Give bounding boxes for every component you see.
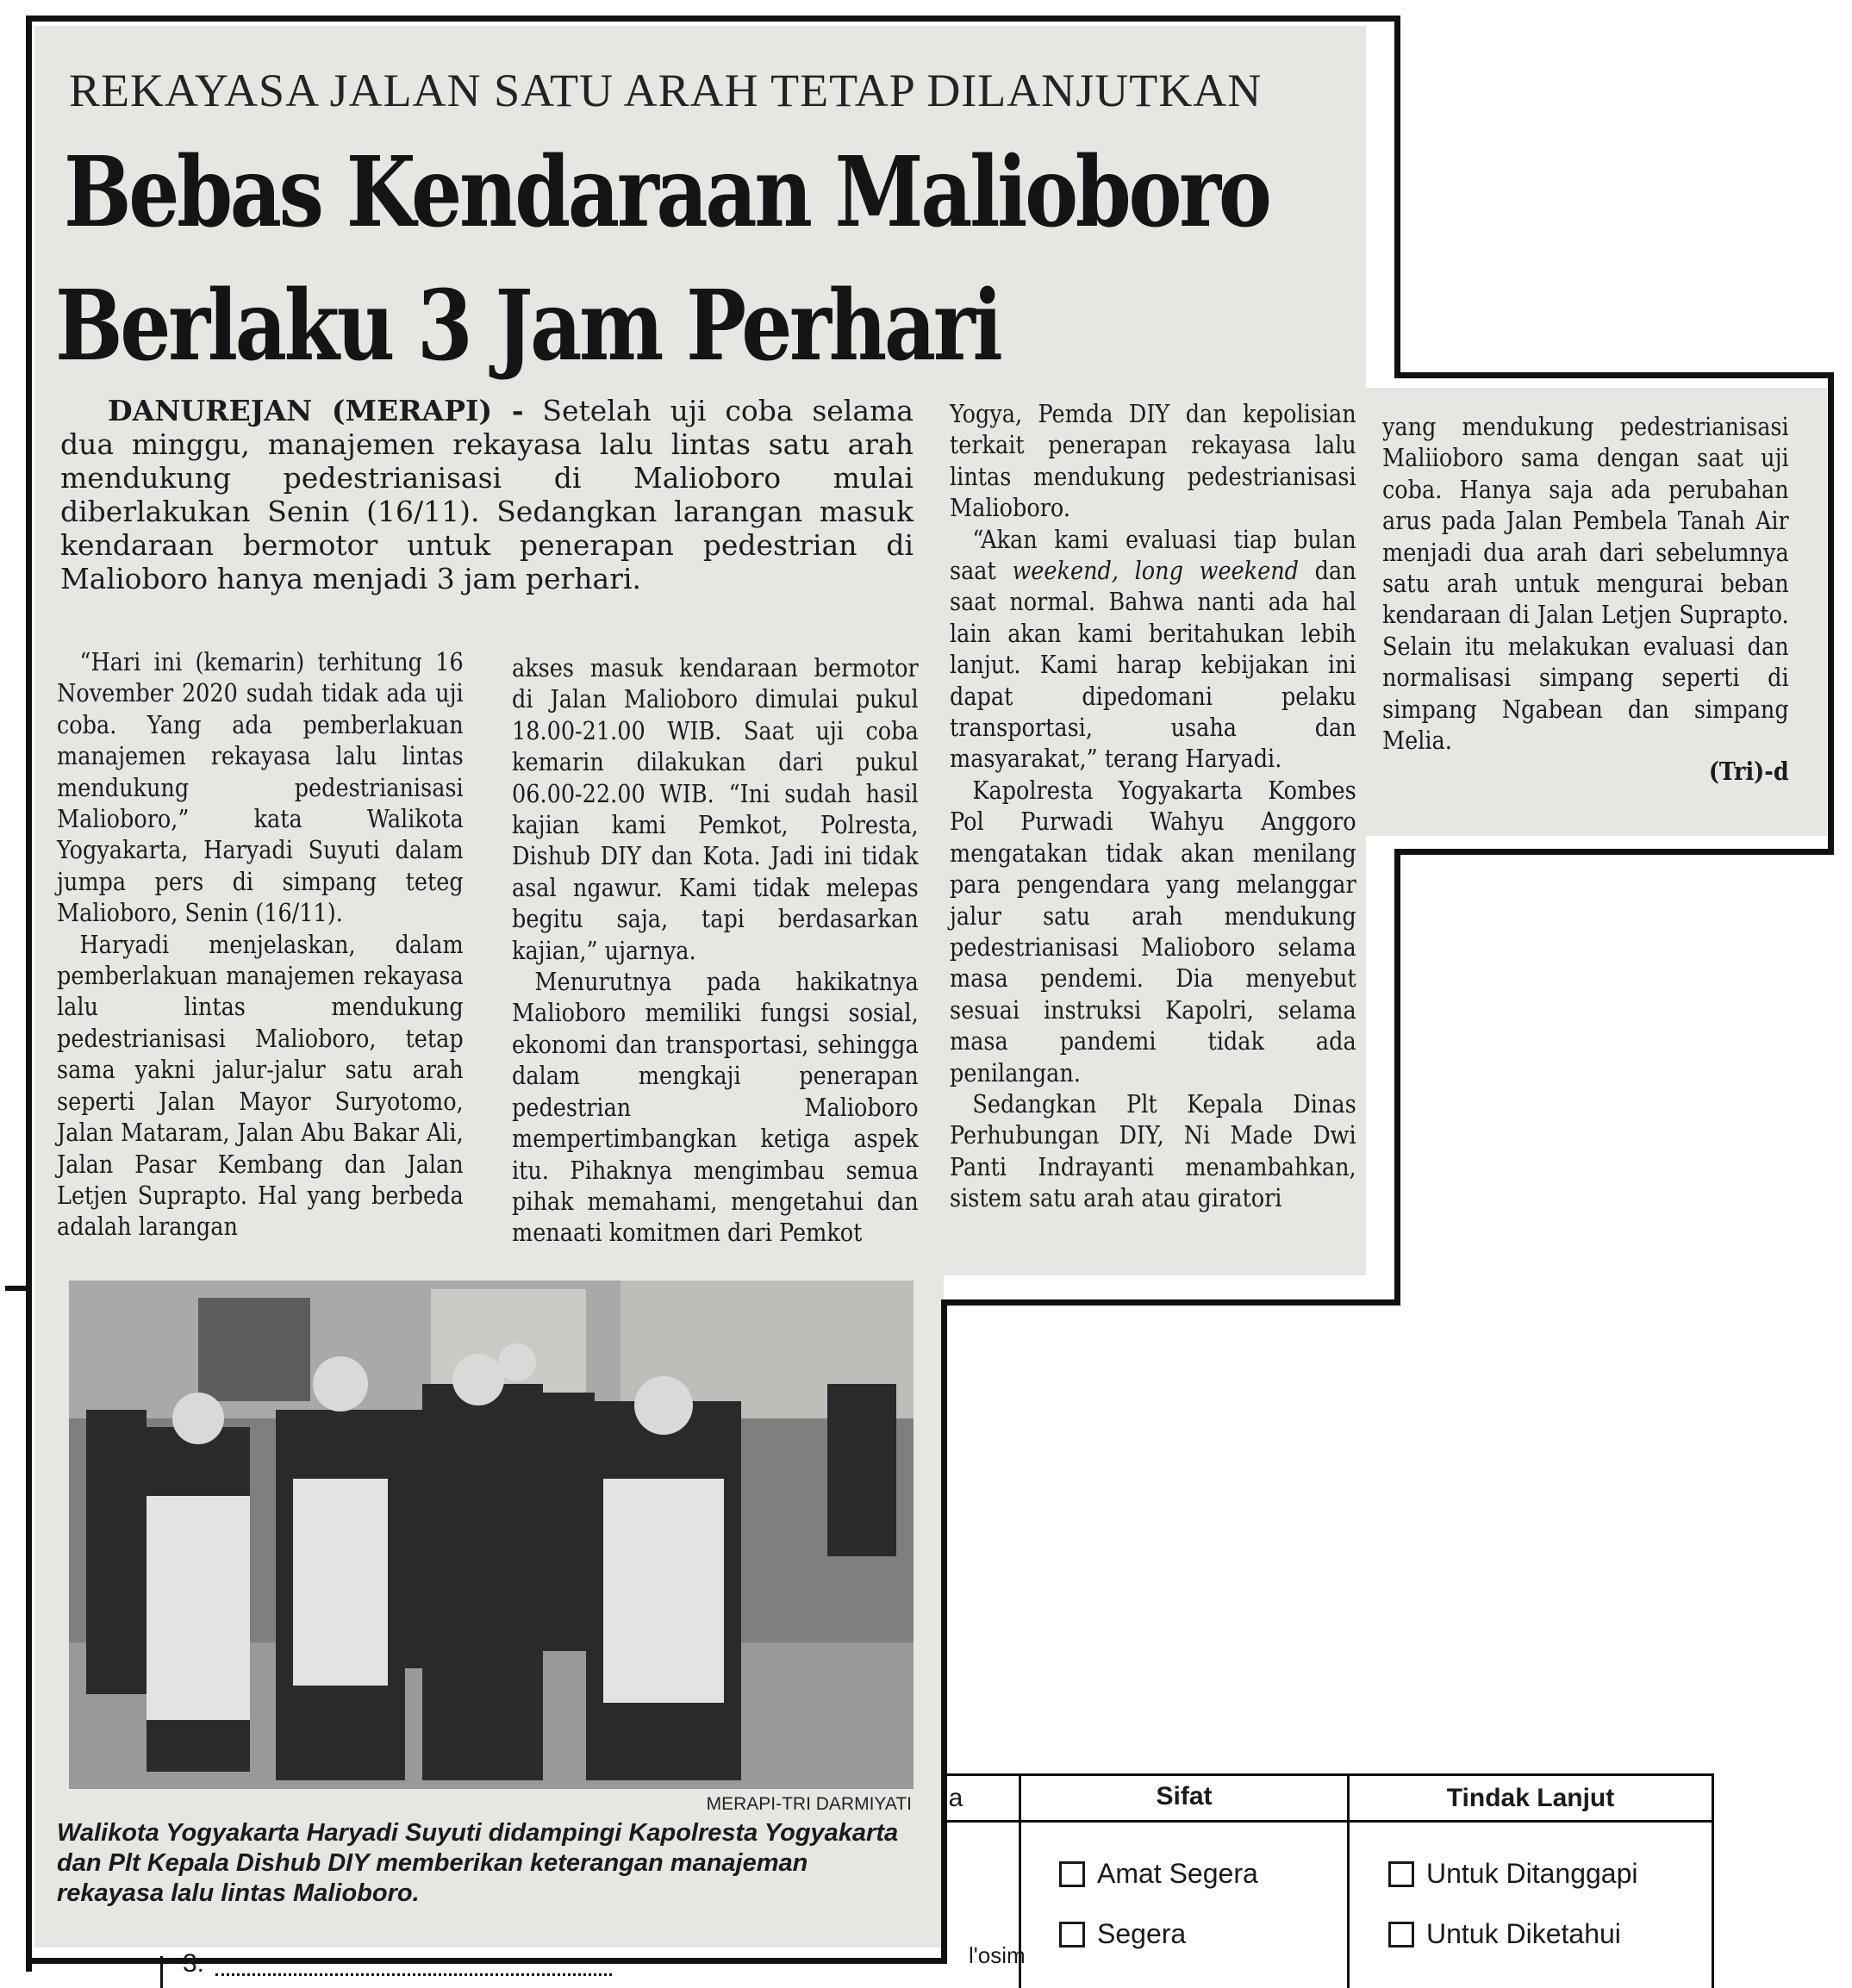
form-sifat-header: Sifat: [1156, 1782, 1213, 1810]
column3-paragraph-3: Kapolresta Yogyakarta Kombes Pol Purwadi Wahyu Anggoro mengatakan tidak akan menilang para pengendara yang melanggar jalur satu arah mendukung pedestrianisasi Malioboro selama masa pendemi. Dia menyebut sesuai instruksi Kapolri, selama masa pandemi tidak ada penilangan.: [950, 775, 1356, 1087]
column1-paragraph-2: Haryadi menjelaskan, dalam pemberlakuan manajemen rekayasa lalu lintas mendukung pedestrianisasi Malioboro, tetap sama yakni jalur-jalur satu arah seperti Jalan Mayor Suryotomo, Jalan Mataram, Jalan Abu Bakar Ali, Jalan Pasar Kembang dan Jalan Letjen Suprapto. Hal yang berbeda adalah larangan: [57, 929, 464, 1242]
sifat-option-label: Segera: [1097, 1918, 1187, 1949]
border-step-top: [1394, 372, 1834, 378]
column2-paragraph-1: akses masuk kendaraan bermotor di Jalan Malioboro dimulai pukul 18.00-21.00 WIB. Saat uji coba kemarin dilakukan dari pukul 06.00-22.00 WIB. “Ini sudah hasil kajian kami Pemkot, Polresta, Dishub DIY dan Kota. Jadi ini tidak asal ngawur. Kami tidak melepas begitu saja, tapi berdasarkan kajian,” ujarnya.: [512, 653, 919, 965]
photo-scene: [69, 1281, 914, 1789]
article-signature: (Tri)-d: [1708, 757, 1789, 787]
column3-paragraph-1: Yogya, Pemda DIY dan kepolisian terkait penerapan rekayasa lalu lintas mendukung pedestrianisasi Malioboro.: [950, 399, 1356, 523]
sifat-option-label: Amat Segera: [1097, 1858, 1258, 1889]
article-column-1: [57, 646, 464, 1243]
tindak-option-label: Untuk Ditanggapi: [1426, 1858, 1638, 1889]
border-photo-top: [941, 1299, 1400, 1306]
photo-caption: Walikota Yogyakarta Haryadi Suyuti didampingi Kapolresta Yogyakarta dan Plt Kepala Dishub DIY memberikan keterangan manajeman rekayasa lalu lintas Malioboro.: [57, 1819, 899, 1907]
article-lead: [60, 394, 914, 595]
article-lead-text: Setelah uji coba selama dua minggu, manajemen rekayasa lalu lintas satu arah mendukung pedestrianisasi di Malioboro mulai diberlakukan Senin (16/11). Sedangkan larangan masuk kendaraan bermotor untuk penerapan pedestrian di Malioboro hanya menjadi 3 jam perhari.: [60, 394, 914, 595]
column3-paragraph-2-b: dan saat normal. Bahwa nanti ada hal lain akan kami beritahukan lebih lanjut. Kami harap kebijakan ini dapat dipedomani pelaku transportasi, usaha dan masyarakat,” terang Haryadi.: [950, 556, 1356, 774]
article-kicker: REKAYASA JALAN SATU ARAH TETAP DILANJUTKAN: [69, 65, 1263, 116]
border-right-upper: [1394, 16, 1400, 376]
article-headline-line2: Berlaku 3 Jam Perhari: [55, 270, 1001, 383]
sifat-option-amat-segera[interactable]: [1059, 1858, 1258, 1890]
border-notch-left: [5, 1286, 29, 1291]
tindak-option-ditanggapi[interactable]: [1388, 1858, 1637, 1890]
border-right-lower: [1394, 849, 1400, 1306]
form-left-vertical: [160, 1956, 163, 1988]
form-row-dotted-line: [215, 1973, 612, 1976]
checkbox[interactable]: [1059, 1922, 1085, 1947]
column3-paragraph-2-a: “Akan kami evaluasi tiap bulan saat: [950, 524, 1356, 586]
form-partial-label: l'osim: [969, 1942, 1026, 1968]
column1-paragraph-1: “Hari ini (kemarin) terhitung 16 November 2020 sudah tidak ada uji coba. Yang ada pemberlakuan manajemen rekayasa lalu lintas mendukung pedestrianisasi Malioboro,” kata Walikota Yogyakarta, Haryadi Suyuti dalam jumpa pers di simpang teteg Malioboro, Senin (16/11).: [57, 647, 464, 928]
article-column-4: [1382, 411, 1789, 788]
column4-paragraph-1: yang mendukung pedestrianisasi Maliioboro sama dengan saat uji coba. Hanya saja ada perubahan arus pada Jalan Pembela Tanah Air menjadi dua arah dari sebelumnya satu arah untuk mengurai beban kendaraan di Jalan Letjen Suprapto. Selain itu melakukan evaluasi dan normalisasi simpang seperti di simpang Ngabean dan simpang Melia.: [1382, 412, 1789, 756]
checkbox[interactable]: [1059, 1861, 1085, 1887]
article-dateline: DANUREJAN (MERAPI) -: [108, 394, 524, 427]
article-headline-line1: Bebas Kendaraan Malioboro: [64, 136, 1269, 249]
column3-paragraph-4: Sedangkan Plt Kepala Dinas Perhubungan DIY, Ni Made Dwi Panti Indrayanti menambahkan, sistem satu arah atau giratori: [950, 1088, 1356, 1213]
photo-credit: MERAPI-TRI DARMIYATI: [706, 1794, 912, 1814]
form-header-line: [947, 1820, 1714, 1823]
form-partial-header: a: [948, 1784, 963, 1812]
border-right-mid: [1828, 372, 1834, 855]
checkbox[interactable]: [1388, 1861, 1414, 1887]
border-top: [30, 16, 1400, 22]
article-column-2: [512, 652, 919, 1249]
form-right-edge: [1712, 1773, 1714, 1988]
disposition-form: [947, 1773, 1852, 1988]
border-photo-right: [941, 1299, 947, 1963]
tindak-option-label: Untuk Diketahui: [1426, 1918, 1621, 1949]
article-photo: [69, 1281, 914, 1789]
border-left: [26, 16, 32, 1972]
form-row-number: 3.: [183, 1949, 205, 1978]
form-tindak-header: Tindak Lanjut: [1446, 1784, 1615, 1812]
form-top-line: [947, 1773, 1714, 1776]
tindak-option-diketahui[interactable]: [1388, 1918, 1621, 1950]
column2-paragraph-2: Menurutnya pada hakikatnya Malioboro memiliki fungsi sosial, ekonomi dan transportasi, sehingga dalam mengkaji penerapan pedestrian Malioboro mempertimbangkan ketiga aspek itu. Pihaknya mengimbau semua pihak memahami, mengetahui dan menaati komitmen dari Pemkot: [512, 967, 919, 1248]
border-bottom: [26, 1958, 947, 1964]
checkbox[interactable]: [1388, 1922, 1414, 1947]
column3-paragraph-2-em: weekend, long weekend: [1012, 556, 1300, 586]
sifat-option-segera[interactable]: [1059, 1918, 1186, 1950]
article-column-3: [950, 398, 1356, 1214]
column3-paragraph-2: [950, 524, 1356, 775]
border-step-bottom: [1394, 849, 1834, 855]
